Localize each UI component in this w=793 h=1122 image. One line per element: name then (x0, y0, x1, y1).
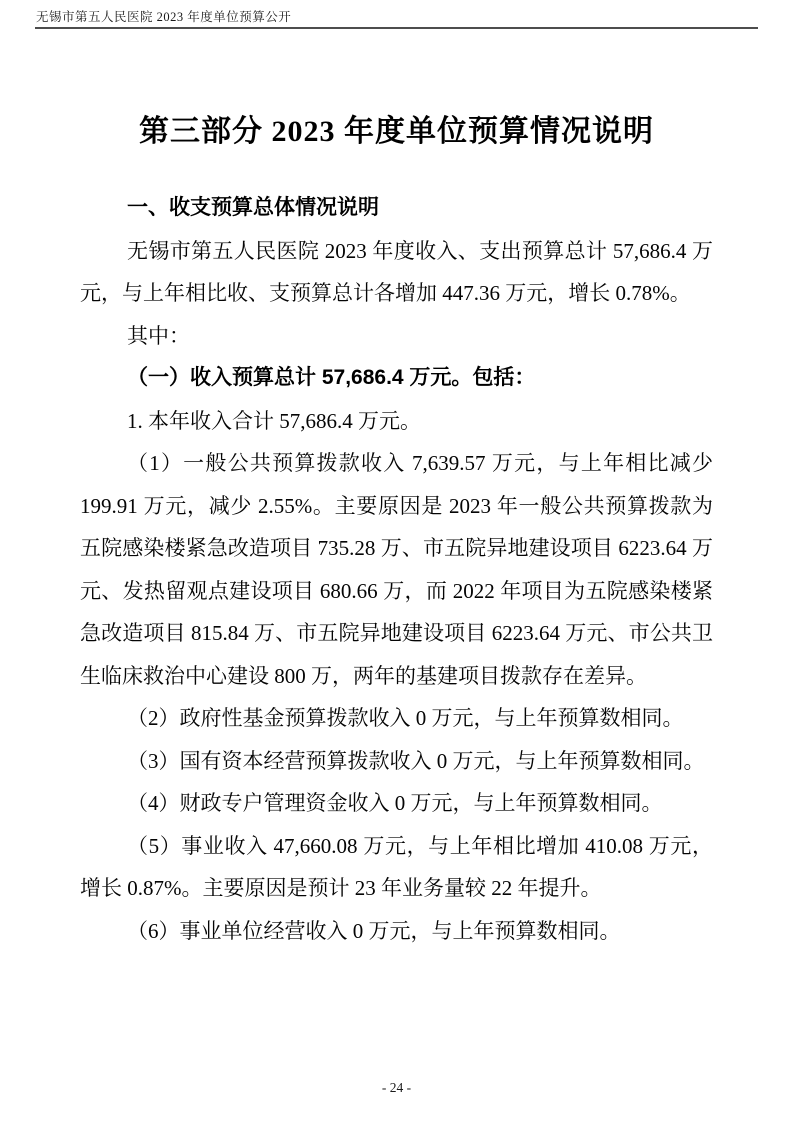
para-government-fund-income: （2）政府性基金预算拨款收入 0 万元，与上年预算数相同。 (127, 706, 684, 730)
para-business-operation-income: （6）事业单位经营收入 0 万元，与上年预算数相同。 (127, 918, 621, 943)
para-general-public-budget-income: （1）一般公共预算拨款收入 7,639.57 万元，与上年相比减少 199.91 万元，减少 2.55%。主要原因是 2023 年一般公共预算拨款为五院感染楼紧急改造项目 735.28 万、市五院异地建设项目 6223.64 万元、发热留观点建设项目 680.66 万，而 2022 年项目为五院感染楼紧急改造项目 815.84 万、市五院异地建设项目 6223.64 万元、市公共卫生临床救治中心建设 800 万，两年的基建项目拨款存在差异。 (80, 451, 713, 688)
running-header-text: 无锡市第五人民医院 2023 年度单位预算公开 (36, 10, 292, 24)
para-state-capital-income: （3）国有资本经营预算拨款收入 0 万元，与上年预算数相同。 (127, 748, 705, 773)
document-title: 第三部分 2023 年度单位预算情况说明 (139, 115, 654, 148)
heading-overall-budget-summary: 一、收支预算总体情况说明 (127, 196, 379, 219)
para-business-income: （5）事业收入 47,660.08 万元，与上年相比增加 410.08 万元，增长 0.87%。主要原因是预计 23 年业务量较 22 年提升。 (80, 833, 713, 900)
subheading-income-budget-total: （一）收入预算总计 57,686.4 万元。包括： (127, 366, 536, 389)
para-current-year-income-total: 1. 本年收入合计 57,686.4 万元。 (127, 408, 421, 433)
document-body (80, 187, 713, 952)
header-divider (35, 27, 758, 29)
para-total-budget: 无锡市第五人民医院 2023 年度收入、支出预算总计 57,686.4 万元，与上年相比收、支预算总计各增加 447.36 万元，增长 0.78%。 (80, 238, 713, 305)
para-among-which: 其中： (127, 323, 190, 348)
para-fiscal-special-account-income: （4）财政专户管理资金收入 0 万元，与上年预算数相同。 (127, 791, 663, 815)
page-number: - 24 - (381, 1080, 412, 1095)
